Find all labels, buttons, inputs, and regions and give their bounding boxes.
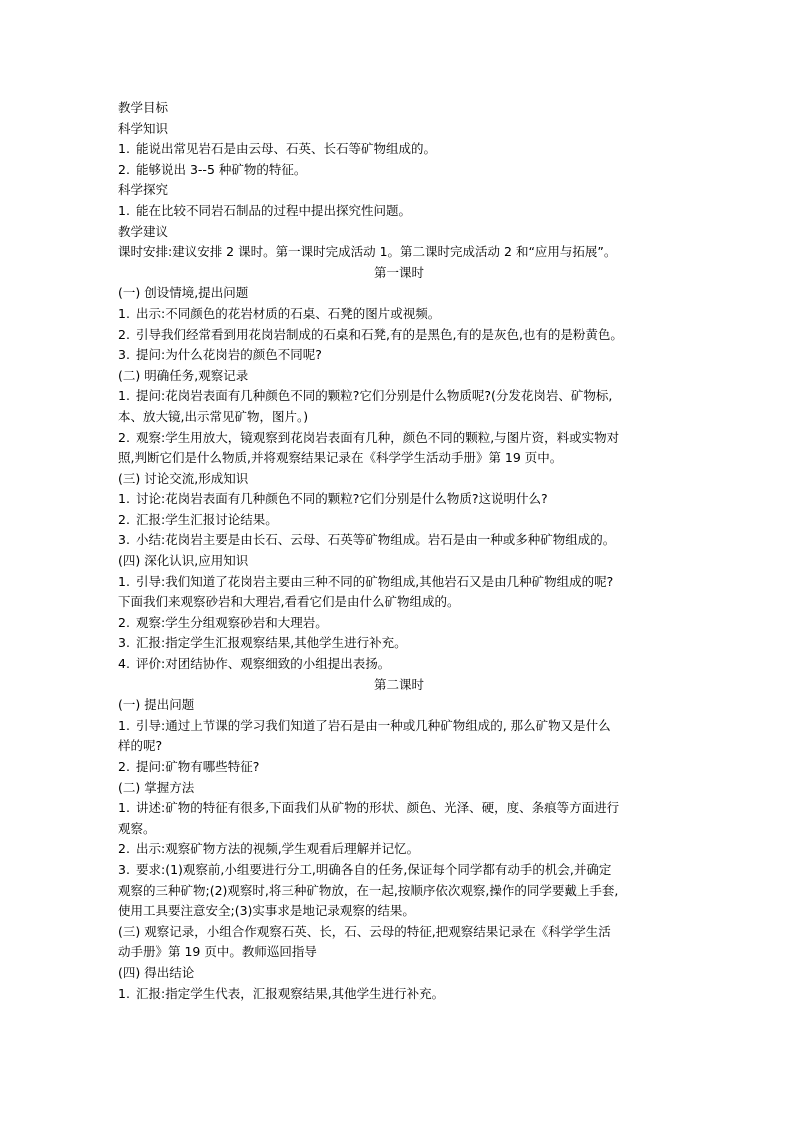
list-item: 2. 出示:观察矿物方法的视频,学生观看后理解并记忆。 bbox=[118, 841, 420, 857]
list-item: 1. 提问:花岗岩表面有几种颜色不同的颗粒?它们分别是什么物质呢?(分发花岗岩、矿物标, bbox=[118, 388, 613, 404]
goals-heading: 教学目标 bbox=[118, 100, 169, 115]
schedule-text: 课时安排:建议安排 2 课时。第一课时完成活动 1。第二课时完成活动 2 和“应用与拓展”。 bbox=[118, 244, 617, 260]
list-item-continuation: 本、放大镜,出示常见矿物，图片。) bbox=[118, 408, 309, 424]
observation-paragraph-line1: (三) 观察记录，小组合作观察石英、长，石、云母的特征,把观察结果记录在《科学学生活 bbox=[118, 923, 611, 939]
section-heading: (一) 提出问题 bbox=[118, 697, 195, 713]
lesson1-title: 第一课时 bbox=[373, 264, 424, 280]
list-item-continuation: 观察。 bbox=[118, 820, 156, 836]
list-item: 2. 提问:矿物有哪些特征? bbox=[118, 759, 260, 774]
list-item: 1. 讲述:矿物的特征有很多,下面我们从矿物的形状、颜色、光泽、硬，度、条痕等方面进行 bbox=[118, 800, 620, 816]
inquiry-heading: 科学探究 bbox=[118, 182, 169, 198]
list-item: 3. 汇报:指定学生汇报观察结果,其他学生进行补充。 bbox=[118, 635, 407, 651]
list-item: 1. 能在比较不同岩石制品的过程中提出探究性问题。 bbox=[118, 202, 412, 218]
section-heading: (四) 深化认识,应用知识 bbox=[118, 553, 249, 569]
list-item: 1. 引导:通过上节课的学习我们知道了岩石是由一种或几种矿物组成的, 那么矿物又是什么 bbox=[118, 717, 611, 733]
list-item-continuation: 样的呢? bbox=[118, 738, 163, 754]
suggestion-heading: 教学建议 bbox=[118, 223, 169, 239]
list-item: 2. 观察:学生用放大，镜观察到花岗岩表面有几种，颜色不同的颗粒,与图片资，料或实物对 bbox=[118, 429, 620, 445]
list-item-continuation: 下面我们来观察砂岩和大理岩,看看它们是由什么矿物组成的。 bbox=[118, 594, 460, 610]
observation-paragraph-line2: 动手册》第 19 页中。教师巡回指导 bbox=[118, 944, 317, 960]
document-page bbox=[118, 98, 680, 1004]
section-heading: (三) 讨论交流,形成知识 bbox=[118, 470, 249, 486]
knowledge-heading: 科学知识 bbox=[118, 120, 169, 136]
list-item: 3. 小结:花岗岩主要是由长石、云母、石英等矿物组成。岩石是由一种或多种矿物组成的。 bbox=[118, 532, 616, 548]
list-item: 3. 提问:为什么花岗岩的颜色不同呢? bbox=[118, 347, 322, 363]
list-item-continuation: 照,判断它们是什么物质,并将观察结果记录在《科学学生活动手册》第 19 页中。 bbox=[118, 450, 563, 466]
list-item: 1. 出示:不同颜色的花岩材质的石桌、石凳的图片或视频。 bbox=[118, 305, 441, 321]
list-item: 3. 要求:(1)观察前,小组要进行分工,明确各自的任务,保证每个同学都有动手的机会,并确定 bbox=[118, 861, 612, 877]
list-item: 2. 观察:学生分组观察砂岩和大理岩。 bbox=[118, 614, 328, 630]
list-item: 1. 引导:我们知道了花岗岩主要由三种不同的矿物组成,其他岩石又是由几种矿物组成的呢? bbox=[118, 573, 614, 589]
section-heading: (一) 创设情境,提出问题 bbox=[118, 285, 249, 301]
list-item: 2. 引导我们经常看到用花岗岩制成的石桌和石凳,有的是黑色,有的是灰色,也有的是粉黄色。 bbox=[118, 326, 623, 342]
list-item: 1. 能说出常见岩石是由云母、石英、长石等矿物组成的。 bbox=[118, 141, 437, 157]
list-item-continuation: 使用工具要注意安全;(3)实事求是地记录观察的结果。 bbox=[118, 903, 415, 919]
section-heading: (二) 明确任务,观察记录 bbox=[118, 367, 249, 383]
section-heading: (二) 掌握方法 bbox=[118, 779, 195, 795]
lesson2-title: 第二课时 bbox=[373, 676, 424, 692]
list-item: 1. 汇报:指定学生代表，汇报观察结果,其他学生进行补充。 bbox=[118, 985, 445, 1001]
list-item: 2. 汇报:学生汇报讨论结果。 bbox=[118, 511, 278, 527]
list-item: 1. 讨论:花岗岩表面有几种颜色不同的颗粒?它们分别是什么物质?这说明什么? bbox=[118, 491, 548, 507]
list-item: 4. 评价:对团结协作、观察细致的小组提出表扬。 bbox=[118, 656, 391, 672]
list-item-continuation: 观察的三种矿物;(2)观察时,将三种矿物放，在一起,按顺序依次观察,操作的同学要戴上手套, bbox=[118, 882, 619, 898]
list-item: 2. 能够说出 3--5 种矿物的特征。 bbox=[118, 161, 307, 177]
section-heading: (四) 得出结论 bbox=[118, 964, 195, 980]
